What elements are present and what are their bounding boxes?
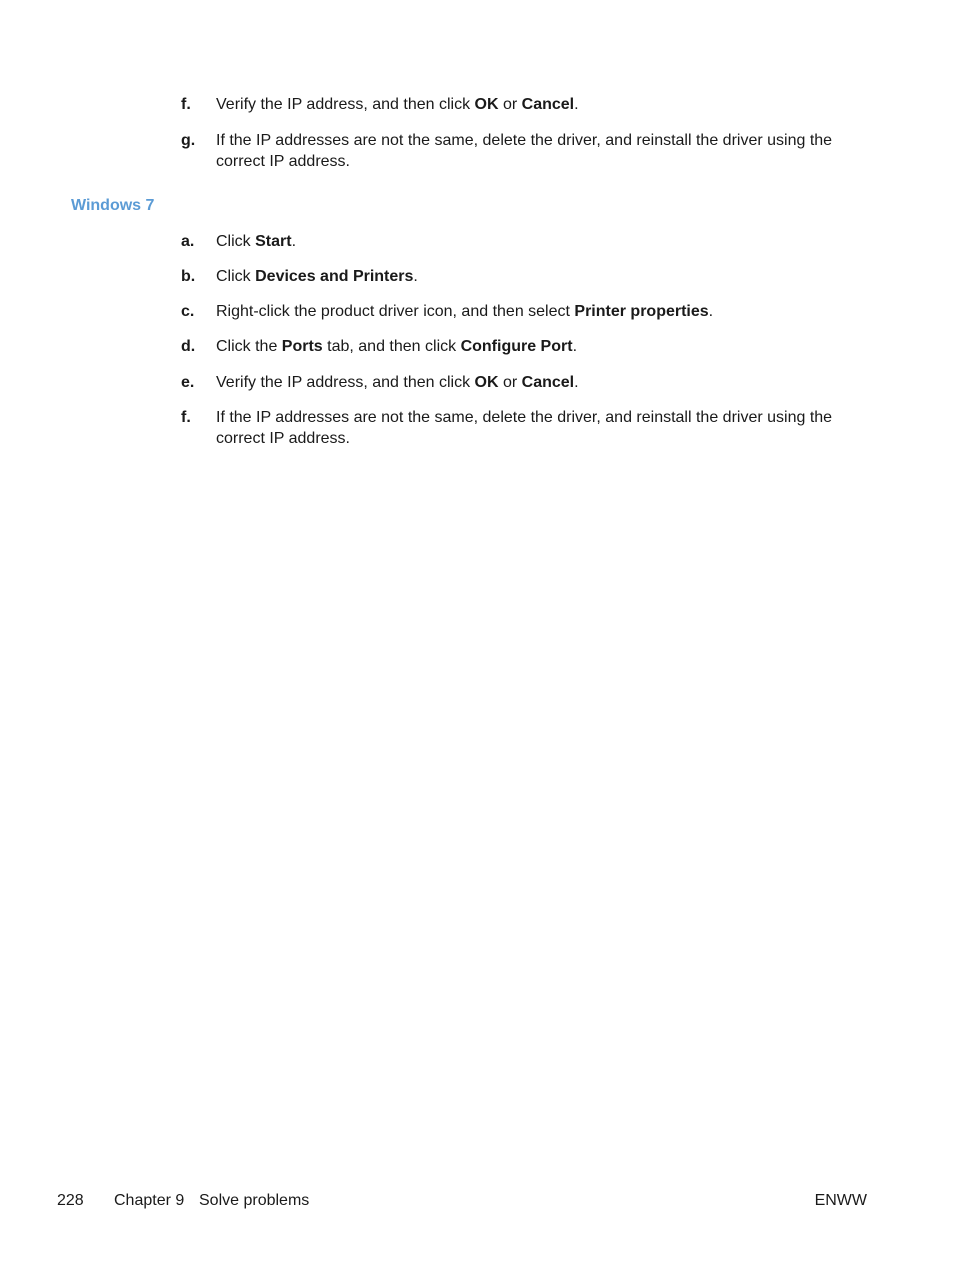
step-text: Verify the IP address, and then click OK or Cancel. <box>216 374 579 391</box>
step-text: Click Devices and Printers. <box>216 268 418 285</box>
footer-chapter-title: Solve problems <box>199 1192 310 1209</box>
step-g-reinstall <box>181 130 841 172</box>
step-f-verify <box>181 94 841 115</box>
step-marker: f. <box>181 409 191 426</box>
step-c-properties <box>181 301 841 322</box>
step-text: If the IP addresses are not the same, delete the driver, and reinstall the driver using the correct IP address. <box>216 132 833 170</box>
section-heading: Windows 7 <box>71 197 155 214</box>
footer-chapter: Chapter 9 <box>114 1192 185 1209</box>
step-text: Right-click the product driver icon, and then select Printer properties. <box>216 303 714 320</box>
step-text: Verify the IP address, and then click OK or Cancel. <box>216 96 579 113</box>
step-d-ports <box>181 336 841 357</box>
footer-enww: ENWW <box>814 1192 867 1209</box>
step-text: Click the Ports tab, and then click Configure Port. <box>216 338 578 355</box>
step-text: If the IP addresses are not the same, delete the driver, and reinstall the driver using the correct IP address. <box>216 409 833 447</box>
step-marker: d. <box>181 338 196 355</box>
step-f-reinstall <box>181 407 841 449</box>
step-a-start <box>181 231 841 252</box>
step-marker: e. <box>181 374 195 391</box>
step-marker: g. <box>181 132 196 149</box>
step-b-devices <box>181 266 841 287</box>
footer-page-number: 228 <box>57 1192 84 1209</box>
step-text: Click Start. <box>216 233 297 250</box>
step-marker: b. <box>181 268 196 285</box>
step-marker: f. <box>181 96 191 113</box>
step-marker: c. <box>181 303 195 320</box>
step-marker: a. <box>181 233 195 250</box>
step-e-verify <box>181 372 841 393</box>
